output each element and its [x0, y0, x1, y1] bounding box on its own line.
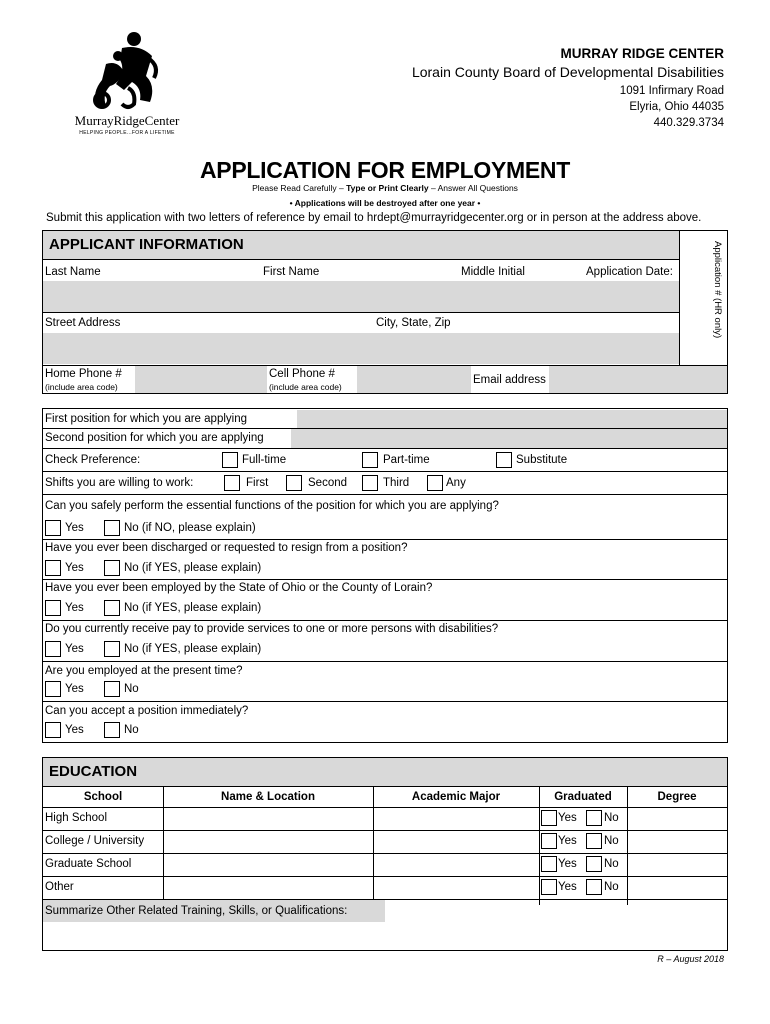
- q1-yes-checkbox[interactable]: [45, 520, 61, 536]
- q2-yes-checkbox[interactable]: [45, 560, 61, 576]
- email-input[interactable]: [549, 366, 727, 393]
- cell-phone-note: (include area code): [269, 382, 342, 392]
- summarize-label: Summarize Other Related Training, Skills, or Qualifications:: [45, 905, 348, 917]
- email-label: Email address: [473, 374, 546, 386]
- city-state-zip-label: City, State, Zip: [376, 317, 451, 329]
- full-time-label: Full-time: [242, 454, 287, 466]
- q3-no-label: No (if YES, please explain): [124, 602, 262, 614]
- board-name: Lorain County Board of Developmental Disabilities: [411, 64, 724, 80]
- logo-tagline: HELPING PEOPLE...FOR A LIFETIME: [79, 130, 175, 136]
- first-position-label: First position for which you are applying: [45, 413, 247, 425]
- q5-no-checkbox[interactable]: [104, 681, 120, 697]
- position-section: [42, 408, 728, 743]
- first-shift-checkbox[interactable]: [224, 475, 240, 491]
- q6-no-label: No: [124, 724, 139, 736]
- row-graduate-school: Graduate School: [45, 858, 132, 870]
- other-no-label: No: [604, 881, 619, 893]
- q1-no-checkbox[interactable]: [104, 520, 120, 536]
- second-position-input[interactable]: [291, 429, 727, 448]
- hs-yes-checkbox[interactable]: [541, 810, 557, 826]
- part-time-checkbox[interactable]: [362, 452, 378, 468]
- college-yes-label: Yes: [558, 835, 577, 847]
- application-date-label: Application Date:: [586, 266, 673, 278]
- instructions-c: – Answer All Questions: [431, 183, 518, 193]
- q4-yes-label: Yes: [65, 643, 84, 655]
- row-college: College / University: [45, 835, 145, 847]
- applicant-info-heading: APPLICANT INFORMATION: [43, 231, 679, 260]
- education-section: [42, 757, 728, 951]
- substitute-label: Substitute: [516, 454, 568, 466]
- q2-no-label: No (if YES, please explain): [124, 562, 262, 574]
- org-name: MURRAY RIDGE CENTER: [560, 46, 724, 61]
- address-input-area[interactable]: [43, 333, 679, 364]
- college-yes-checkbox[interactable]: [541, 833, 557, 849]
- col-degree: Degree: [657, 791, 697, 803]
- college-no-checkbox[interactable]: [586, 833, 602, 849]
- street-address-label: Street Address: [45, 317, 121, 329]
- any-shift-label: Any: [446, 477, 466, 489]
- grad-yes-checkbox[interactable]: [541, 856, 557, 872]
- col-graduated: Graduated: [554, 791, 612, 803]
- col-academic-major: Academic Major: [411, 791, 501, 803]
- q2-no-checkbox[interactable]: [104, 560, 120, 576]
- third-shift-checkbox[interactable]: [362, 475, 378, 491]
- home-phone-label: Home Phone #: [45, 368, 122, 380]
- instructions-a: Please Read Carefully –: [252, 183, 344, 193]
- address-line-2: Elyria, Ohio 44035: [629, 101, 724, 113]
- header-address-block: [412, 46, 724, 131]
- col-school: School: [83, 791, 123, 803]
- retention-note: • Applications will be destroyed after one year •: [289, 198, 481, 208]
- second-shift-checkbox[interactable]: [286, 475, 302, 491]
- other-no-checkbox[interactable]: [586, 879, 602, 895]
- shifts-label: Shifts you are willing to work:: [45, 477, 194, 489]
- middle-initial-label: Middle Initial: [461, 266, 525, 278]
- q5-yes-checkbox[interactable]: [45, 681, 61, 697]
- first-name-label: First Name: [263, 266, 320, 278]
- page-title: APPLICATION FOR EMPLOYMENT: [200, 157, 570, 183]
- question-accept-immediately: Can you accept a position immediately?: [45, 705, 249, 717]
- summarize-input-area[interactable]: [43, 922, 727, 949]
- third-shift-label: Third: [383, 477, 410, 489]
- q5-yes-label: Yes: [65, 683, 84, 695]
- question-employed-now: Are you employed at the present time?: [45, 665, 243, 677]
- home-phone-input[interactable]: [135, 366, 267, 393]
- q3-yes-checkbox[interactable]: [45, 600, 61, 616]
- q1-yes-label: Yes: [65, 522, 84, 534]
- revision-date: R – August 2018: [657, 954, 724, 964]
- part-time-label: Part-time: [383, 454, 430, 466]
- q6-yes-label: Yes: [65, 724, 84, 736]
- submit-note: Submit this application with two letters of reference by email to hrdept@murrayridgecenter.org or in person at the address above.: [46, 212, 702, 224]
- education-heading: EDUCATION: [43, 758, 727, 787]
- cell-phone-input[interactable]: [357, 366, 471, 393]
- q1-no-label: No (if NO, please explain): [124, 522, 256, 534]
- home-phone-note: (include area code): [45, 382, 118, 392]
- q4-no-checkbox[interactable]: [104, 641, 120, 657]
- other-yes-label: Yes: [558, 881, 577, 893]
- name-input-area[interactable]: [43, 281, 679, 312]
- first-position-input[interactable]: [297, 410, 727, 428]
- q4-no-label: No (if YES, please explain): [124, 643, 262, 655]
- question-essential-functions: Can you safely perform the essential functions of the position for which you are applying?: [45, 500, 499, 512]
- question-discharged: Have you ever been discharged or requested to resign from a position?: [45, 542, 408, 554]
- q2-yes-label: Yes: [65, 562, 84, 574]
- second-position-label: Second position for which you are applying: [45, 432, 264, 444]
- any-shift-checkbox[interactable]: [427, 475, 443, 491]
- q6-yes-checkbox[interactable]: [45, 722, 61, 738]
- check-preference-label: Check Preference:: [45, 454, 141, 466]
- q3-yes-label: Yes: [65, 602, 84, 614]
- question-state-employed: Have you ever been employed by the State of Ohio or the County of Lorain?: [45, 582, 433, 594]
- hs-no-checkbox[interactable]: [586, 810, 602, 826]
- col-name-location: Name & Location: [221, 791, 315, 803]
- application-number-label: Application # (HR only): [712, 241, 723, 339]
- hs-yes-label: Yes: [558, 812, 577, 824]
- college-no-label: No: [604, 835, 619, 847]
- address-line-1: 1091 Infirmary Road: [619, 85, 724, 97]
- substitute-checkbox[interactable]: [496, 452, 512, 468]
- q6-no-checkbox[interactable]: [104, 722, 120, 738]
- row-high-school: High School: [45, 812, 108, 824]
- q3-no-checkbox[interactable]: [104, 600, 120, 616]
- grad-no-label: No: [604, 858, 619, 870]
- q4-yes-checkbox[interactable]: [45, 641, 61, 657]
- logo-figures-icon: [62, 30, 192, 114]
- last-name-label: Last Name: [45, 266, 101, 278]
- second-shift-label: Second: [308, 477, 348, 489]
- hs-no-label: No: [604, 812, 619, 824]
- applicant-info-section: [42, 230, 728, 394]
- phone-number: 440.329.3734: [653, 117, 724, 129]
- other-yes-checkbox[interactable]: [541, 879, 557, 895]
- grad-yes-label: Yes: [558, 858, 577, 870]
- row-other: Other: [45, 881, 74, 893]
- logo-brand-text: MurrayRidgeCenter: [74, 113, 180, 128]
- q5-no-label: No: [124, 683, 139, 695]
- question-receive-pay: Do you currently receive pay to provide services to one or more persons with disabilities?: [45, 623, 499, 635]
- cell-phone-label: Cell Phone #: [269, 368, 335, 380]
- grad-no-checkbox[interactable]: [586, 856, 602, 872]
- murray-ridge-logo: [62, 30, 192, 142]
- instructions-line: [0, 183, 770, 193]
- full-time-checkbox[interactable]: [222, 452, 238, 468]
- instructions-b: Type or Print Clearly: [346, 183, 429, 193]
- first-shift-label: First: [246, 477, 269, 489]
